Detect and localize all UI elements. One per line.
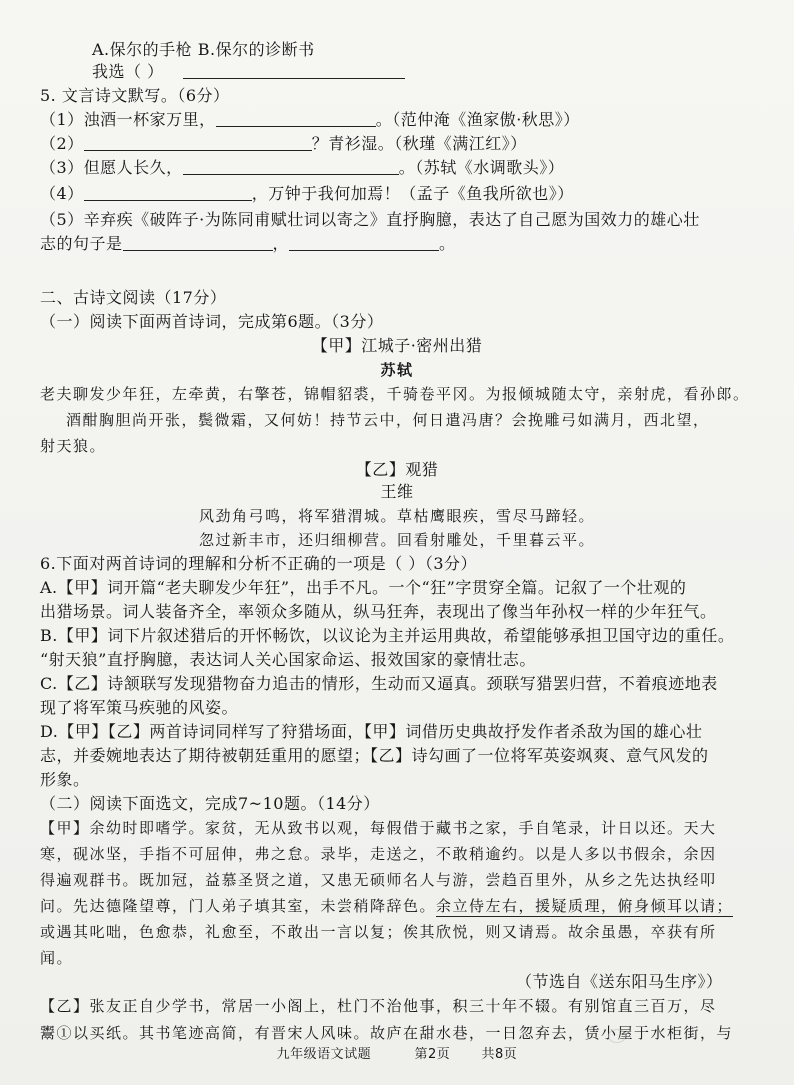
q5-l3-text: （3）但愿人长久， (40, 158, 183, 177)
poem2-title: 【乙】观猎 (355, 460, 439, 479)
q5-blank-3[interactable] (183, 158, 399, 175)
q5-line1 (40, 110, 580, 130)
watermark (608, 1028, 758, 1054)
passage-yi-2-char: 鬻 (40, 1024, 57, 1042)
q5-l4-text: ，万钟于我何加焉！（孟子《鱼我所欲也》） (251, 184, 574, 203)
footer-exam-name: 九年级语文试题 (276, 1047, 372, 1062)
q5-line5a: （5）辛弃疾《破阵子·为陈同甫赋壮词以寄之》直抒胸臆，表达了自己愿为国效力的雄心壮 (40, 210, 700, 229)
footer-page-number: 第2页 (414, 1047, 451, 1062)
passage-jia-4 (40, 896, 733, 916)
q6-option-a-1: A.【甲】词开篇“老夫聊发少年狂”，出手不凡。一个“狂”字贯穿全篇。记叙了一个壮观的 (40, 578, 687, 597)
passage-jia-4-text: 问。先达德隆望尊，门人弟子填其室，未尝稍降辞色。 (40, 897, 437, 915)
passage-yi-1: 【乙】张友正自少学书，常居一小阁上，杜门不治他事，积三十年不辍。有别馆直三百万，尽 (40, 997, 717, 1015)
footer-page-total: 共8页 (481, 1047, 518, 1062)
q5-blank-4[interactable] (84, 184, 252, 201)
q5-l3-source: 。（苏轼《水调歌头》） (398, 158, 565, 177)
q6-option-b-2: “射天狼”直抒胸臆，表达词人关心国家命运、报效国家的豪情壮志。 (40, 650, 536, 669)
q5-l5b-text: 志的句子是 (40, 234, 123, 253)
wechat-icon (608, 1029, 626, 1043)
q6-option-c-1: C.【乙】诗颔联写发现猎物奋力追击的情形，生动而又逼真。颈联写猎罢归营，不着痕迹地表 (40, 674, 718, 693)
poem2-line2: 忽过新丰市，还归细柳营。回看射雕处，千里暮云平。 (198, 531, 595, 549)
part2-title: （二）阅读下面选文，完成7~10题。（14分） (40, 794, 380, 813)
q5-l1-text: （1）浊酒一杯家万里， (40, 110, 216, 129)
q5-title: 5. 文言诗文默写。（6分） (40, 86, 230, 105)
poem1-title: 【甲】江城子·密州出猎 (311, 336, 483, 355)
poem1-author: 苏轼 (380, 361, 414, 379)
q4-choice: 我选（ ） (92, 62, 164, 81)
q6-option-d-1: D.【甲】【乙】两首诗词同样写了狩猎场面，【甲】词借历史典故抒发作者杀敌为国的雄心壮 (40, 722, 703, 741)
poem2-author: 王维 (380, 482, 414, 501)
q5-line2 (40, 134, 527, 154)
q6-option-a-2: 出猎场景。词人装备齐全，率领众多随从，纵马狂奔，表现出了像当年孙权一样的少年狂气。 (40, 602, 717, 621)
q5-l2-label: （2） (40, 134, 84, 153)
q5-line5b (40, 234, 456, 254)
q5-period: 。 (439, 234, 456, 253)
passage-jia-3: 得遍观群书。既加冠，益慕圣贤之道，又患无硕师名人与游，尝趋百里外，从乡之先达执经叩 (40, 871, 717, 889)
passage-jia-5: 或遇其叱咄，色愈恭，礼愈至，不敢出一言以复；俟其欣悦，则又请焉。故余虽愚，卒获有所 (40, 923, 717, 941)
passage-jia-1: 【甲】余幼时即嗜学。家贫，无从致书以观，每假借于藏书之家，手自笔录，计日以还。天大 (40, 819, 717, 837)
poem1-line2: 酒酣胸胆尚开张，鬓微霜，又何妨！持节云中，何日遣冯唐？会挽雕弓如满月，西北望， (66, 411, 710, 429)
poem2-line1: 风劲角弓鸣，将军猎渭城。草枯鹰眼疾，雪尽马蹄轻。 (198, 507, 595, 525)
passage-jia-6: 闻。 (40, 949, 74, 967)
q5-blank-5b[interactable] (289, 234, 439, 251)
passage-source: （节选自《送东阳马生序》） (516, 972, 723, 991)
q5-blank-1[interactable] (216, 110, 376, 127)
q5-line4 (40, 184, 574, 204)
sec2-part1: （一）阅读下面两首诗词，完成第6题。（3分） (40, 312, 384, 331)
passage-jia-2: 寒，砚冰坚，手指不可屈伸，弗之怠。录毕，走送之，不敢稍逾约。以是人多以书假余，余因 (40, 845, 717, 863)
q6-option-b-1: B.【甲】词下片叙述猎后的开怀畅饮，以议论为主并运用典故，希望能够承担卫国守边的重任。 (40, 626, 735, 645)
sec2-title: 二、古诗文阅读（17分） (40, 288, 227, 307)
q6-option-c-2: 现了将军策马疾驰的风姿。 (40, 698, 239, 717)
q5-blank-2[interactable] (84, 134, 312, 151)
q5-l4-label: （4） (40, 184, 84, 203)
passage-yi-2-text: ①以买纸。其书笔迹高简，有晋宋人风味。故庐在甜水巷，一日忽弃去，赁小屋于水柜街，与 (56, 1024, 734, 1042)
q6-option-d-2: 志，并委婉地表达了期待被朝廷重用的愿望；【乙】诗勾画了一位将军英姿飒爽、意气风发的 (40, 746, 709, 765)
poem1-line1: 老夫聊发少年狂，左牵黄，右擎苍，锦帽貂裘，千骑卷平冈。为报倾城随太守，亲射虎，看孙郎。 (40, 385, 750, 403)
q5-blank-5a[interactable] (123, 234, 273, 251)
q5-comma: ， (272, 234, 290, 253)
q4-answer-blank[interactable] (183, 62, 405, 79)
q5-l2-text: ？青衫湿。（秋瑾《满江红》） (311, 134, 527, 153)
q5-line3 (40, 158, 564, 178)
q4-options: A.保尔的手枪 B.保尔的诊断书 (92, 40, 315, 59)
passage-jia-underlined: 余立侍左右，援疑质理，俯身倾耳以请； (436, 897, 734, 915)
q4-choice-row (92, 62, 405, 82)
q5-l1-source: 。（范仲淹《渔家傲·秋思》） (375, 110, 580, 129)
q6-option-d-3: 形象。 (40, 770, 90, 789)
q6-stem: 6.下面对两首诗词的理解和分析不正确的一项是（ ）（3分） (40, 554, 478, 573)
poem1-line3: 射天狼。 (40, 437, 107, 455)
